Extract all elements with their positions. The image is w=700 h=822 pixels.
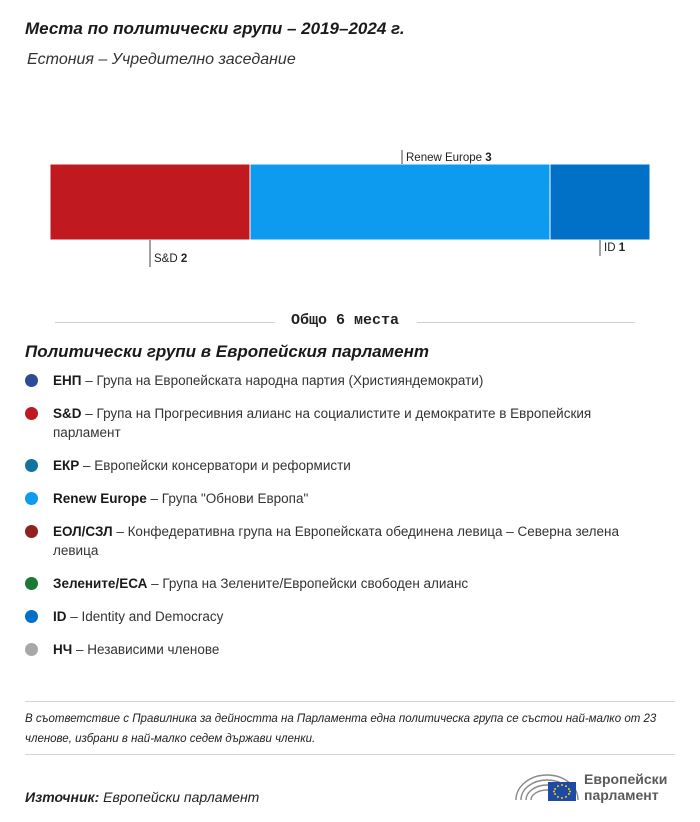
legend-text: – Група "Обнови Европа": [146, 491, 309, 506]
legend-item: [25, 522, 645, 560]
legend-abbr: ЕОЛ/СЗЛ: [53, 524, 113, 539]
legend-item: [25, 371, 645, 390]
logo-text-line1: Европейски: [584, 771, 668, 787]
legend-color-dot: [25, 643, 38, 656]
legend-item: [25, 574, 645, 593]
legend-text: – Група на Европейската народна партия (Християндемократи): [81, 373, 484, 388]
bar-segment-id: [550, 164, 650, 240]
legend-text: – Група на Прогресивния алианс на социалистите и демократите в Европейския парламент: [53, 406, 592, 440]
legend-text: – Независими членове: [72, 642, 220, 657]
legend-item: [25, 404, 645, 442]
legend-item: [25, 640, 645, 659]
legend-color-dot: [25, 407, 38, 420]
legend-item: [25, 607, 645, 626]
bar-label-id: ID 1: [604, 242, 626, 254]
divider: [25, 701, 675, 702]
total-seats: [55, 312, 635, 334]
legend-text: – Европейски консерватори и реформисти: [79, 458, 351, 473]
source: [25, 789, 259, 805]
footnote: В съответствие с Правилника за дейността на Парламента една политическа група се състои най-малко от 23 членове, избрани в най-малко седем държави членки.: [25, 713, 657, 745]
bar-label-s-d: S&D 2: [154, 253, 188, 265]
legend-color-dot: [25, 459, 38, 472]
legend-abbr: ЕНП: [53, 373, 82, 388]
divider: [25, 754, 675, 755]
legend-abbr: Зелените/ЕСА: [53, 576, 148, 591]
legend-abbr: НЧ: [53, 642, 73, 657]
european-parliament-logo: [514, 768, 679, 808]
bar-label-renew-europe: Renew Europe 3: [406, 152, 492, 164]
legend-abbr: ЕКР: [53, 458, 80, 473]
legend-abbr: Renew Europe: [53, 491, 147, 506]
legend-text: – Група на Зелените/Европейски свободен алианс: [147, 576, 469, 591]
legend-abbr: S&D: [53, 406, 82, 421]
legend-color-dot: [25, 577, 38, 590]
source-value: Европейски парламент: [103, 789, 260, 805]
source-label: Източник:: [25, 789, 100, 805]
legend-item: [25, 456, 645, 475]
total-seats-label: Общо 6 места: [277, 312, 413, 329]
legend-color-dot: [25, 610, 38, 623]
legend: [25, 371, 645, 673]
legend-color-dot: [25, 374, 38, 387]
legend-color-dot: [25, 492, 38, 505]
legend-item: [25, 489, 645, 508]
legend-color-dot: [25, 525, 38, 538]
page-title: Места по политически групи – 2019–2024 г.: [25, 19, 405, 38]
bar-segment-renew-europe: [250, 164, 550, 240]
parliament-hemicycle-icon: [514, 768, 580, 808]
legend-abbr: ID: [53, 609, 67, 624]
legend-text: – Конфедеративна група на Европейската обединена левица – Северна зелена левица: [53, 524, 619, 558]
logo-text-line2: парламент: [584, 787, 659, 803]
legend-text: – Identity and Democracy: [66, 609, 224, 624]
seats-stacked-bar-chart: [0, 140, 700, 275]
bar-segment-s-d: [50, 164, 250, 240]
legend-title: Политически групи в Европейския парламент: [25, 342, 430, 361]
page-subtitle: Естония – Учредително заседание: [27, 51, 296, 68]
